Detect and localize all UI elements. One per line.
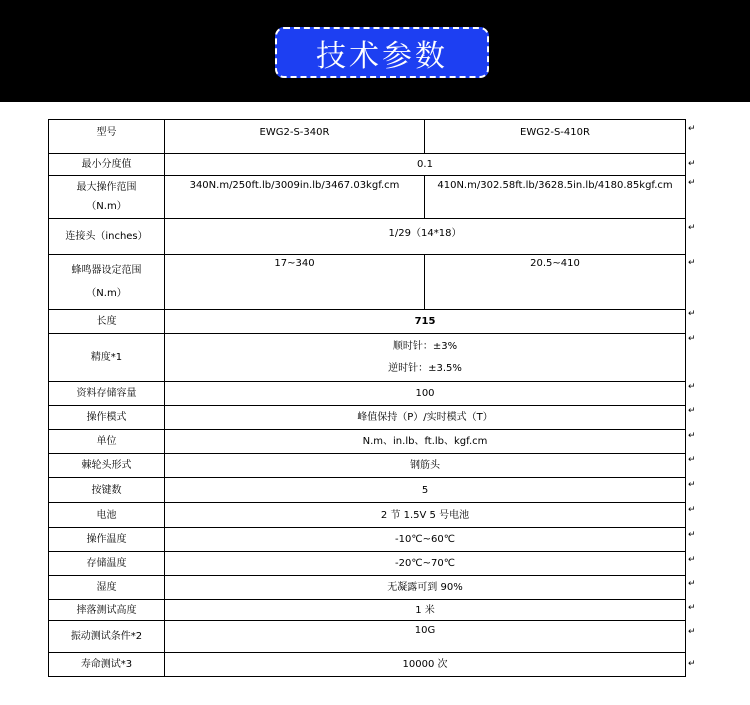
table-cell: 1/29（14*18）: [165, 219, 686, 255]
table-row: [49, 621, 686, 653]
table-row: [49, 176, 686, 219]
table-row: [49, 120, 686, 154]
return-mark-icon: ↵: [688, 455, 696, 465]
row-label: [49, 176, 165, 219]
table-cell: 410N.m/302.58ft.lb/3628.5in.lb/4180.85kgf.cm: [425, 176, 686, 219]
table-cell: EWG2-S-410R: [425, 120, 686, 154]
row-label: 最小分度值: [49, 154, 165, 176]
row-label: 型号: [49, 120, 165, 154]
table-row: [49, 552, 686, 576]
row-label: 振动测试条件*2: [49, 621, 165, 653]
table-cell: 10G: [165, 621, 686, 653]
return-mark-icon: ↵: [688, 159, 696, 169]
return-mark-icon: ↵: [688, 603, 696, 613]
row-label: 摔落测试高度: [49, 600, 165, 621]
row-label: 长度: [49, 310, 165, 334]
table-cell: [165, 334, 686, 382]
row-label: 寿命测试*3: [49, 653, 165, 677]
table-cell: 17~340: [165, 255, 425, 310]
table-cell: 2 节 1.5V 5 号电池: [165, 503, 686, 528]
row-label: 存储温度: [49, 552, 165, 576]
return-mark-icon: ↵: [688, 309, 696, 319]
row-label: 操作温度: [49, 528, 165, 552]
table-row: [49, 454, 686, 478]
row-label: 湿度: [49, 576, 165, 600]
table-cell: 1 米: [165, 600, 686, 621]
row-label-line: 蜂鸣器设定范围: [71, 265, 142, 276]
return-mark-icon: ↵: [688, 223, 696, 233]
table-row: [49, 255, 686, 310]
table-row: [49, 576, 686, 600]
return-mark-icon: ↵: [688, 530, 696, 540]
table-cell: 无凝露可到 90%: [165, 576, 686, 600]
row-label-line: 最大操作范围: [76, 182, 137, 193]
table-row: [49, 503, 686, 528]
return-mark-icon: ↵: [688, 579, 696, 589]
return-mark-icon: ↵: [688, 627, 696, 637]
return-mark-icon: ↵: [688, 431, 696, 441]
table-row: [49, 310, 686, 334]
return-mark-icon: ↵: [688, 178, 696, 188]
row-label: 棘轮头形式: [49, 454, 165, 478]
row-label: 电池: [49, 503, 165, 528]
table-cell: N.m、in.lb、ft.lb、kgf.cm: [165, 430, 686, 454]
row-label: 操作模式: [49, 406, 165, 430]
table-row: [49, 478, 686, 503]
row-label: [49, 255, 165, 310]
table-cell: 20.5~410: [425, 255, 686, 310]
table-cell: 340N.m/250ft.lb/3009in.lb/3467.03kgf.cm: [165, 176, 425, 219]
page-title: 技术参数: [275, 27, 489, 78]
header-banner: [0, 0, 750, 102]
table-row: [49, 528, 686, 552]
table-row: [49, 154, 686, 176]
return-mark-icon: ↵: [688, 258, 696, 268]
table-cell: 5: [165, 478, 686, 503]
row-label: 资料存储容量: [49, 382, 165, 406]
table-row: [49, 334, 686, 382]
table-cell: 钢筋头: [165, 454, 686, 478]
table-cell: 100: [165, 382, 686, 406]
table-row: [49, 653, 686, 677]
table-row: [49, 406, 686, 430]
table-cell: 0.1: [165, 154, 686, 176]
row-label: 精度*1: [49, 334, 165, 382]
return-mark-icon: ↵: [688, 480, 696, 490]
table-row: [49, 382, 686, 406]
table-row: [49, 600, 686, 621]
table-cell: 10000 次: [165, 653, 686, 677]
return-mark-icon: ↵: [688, 382, 696, 392]
return-mark-icon: ↵: [688, 124, 696, 134]
accuracy-clockwise: 顺时针：±3%: [392, 340, 458, 352]
return-mark-icon: ↵: [688, 406, 696, 416]
row-label-line: （N.m）: [86, 288, 127, 299]
table-cell: 715: [165, 310, 686, 334]
return-mark-icon: ↵: [688, 555, 696, 565]
return-mark-icon: ↵: [688, 659, 696, 669]
table-row: [49, 430, 686, 454]
table-row: [49, 219, 686, 255]
table-cell: 峰值保持（P）/实时模式（T）: [165, 406, 686, 430]
row-label: 连接头（inches）: [49, 219, 165, 255]
row-label: 单位: [49, 430, 165, 454]
return-mark-icon: ↵: [688, 505, 696, 515]
table-cell: -10℃~60℃: [165, 528, 686, 552]
table-cell: EWG2-S-340R: [165, 120, 425, 154]
row-label: 按键数: [49, 478, 165, 503]
accuracy-counterclockwise: 逆时针：±3.5%: [388, 362, 462, 374]
table-cell: -20℃~70℃: [165, 552, 686, 576]
row-label-line: （N.m）: [86, 201, 127, 212]
return-mark-icon: ↵: [688, 334, 696, 344]
spec-table: [48, 119, 686, 677]
